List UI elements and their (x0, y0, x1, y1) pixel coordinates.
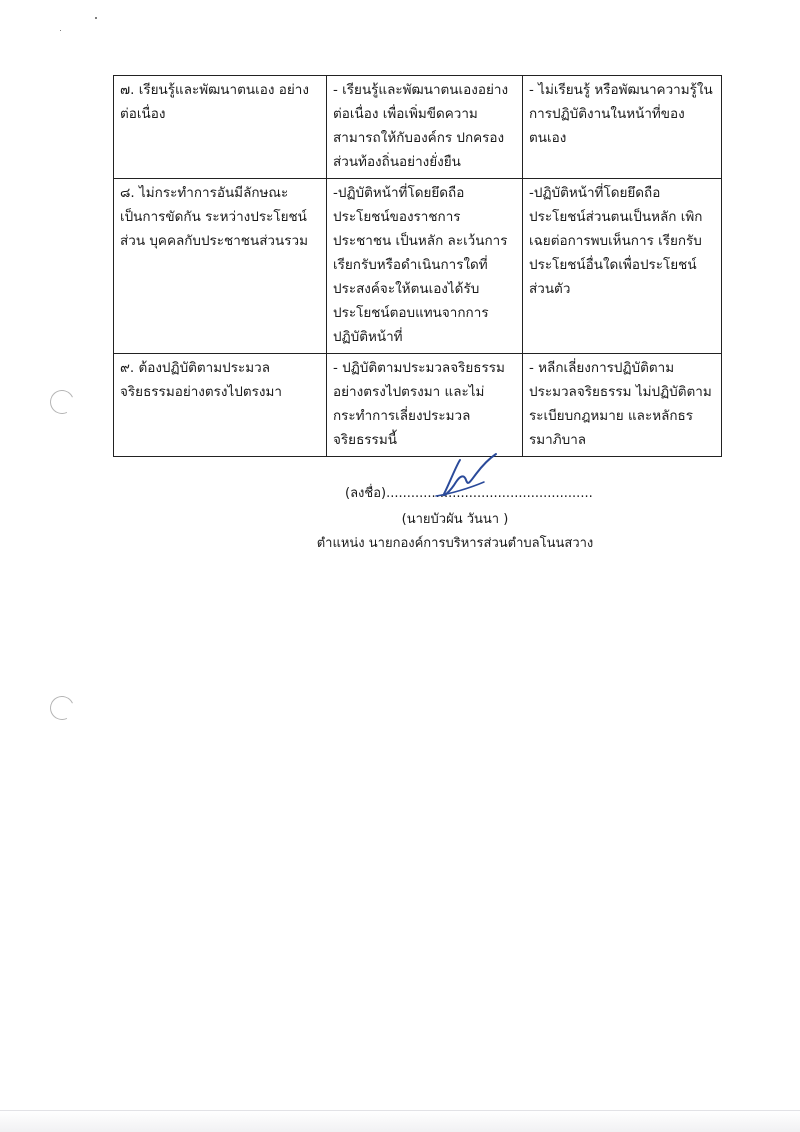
handwritten-signature (430, 452, 520, 502)
table-row (114, 179, 722, 354)
standard-cell: ๗. เรียนรู้และพัฒนาตนเอง อย่างต่อเนื่อง (114, 76, 327, 179)
signer-name: (นายบัวผัน วันนา ) (401, 512, 509, 527)
table-row (114, 76, 722, 179)
scan-bottom-edge (0, 1110, 800, 1132)
standard-cell: ๘. ไม่กระทำการอันมีลักษณะเป็นการขัดกัน ระหว่างประโยชน์ส่วน บุคคลกับประชาชนส่วนรวม (114, 179, 327, 354)
sign-dots: .................................................. (386, 486, 593, 501)
desired-behavior-cell: - เรียนรู้และพัฒนาตนเองอย่างต่อเนื่อง เพื่อเพิ่มขีดความสามารถให้กับองค์กร ปกครองส่วนท้องถิ่นอย่างยั่งยืน (327, 76, 523, 179)
binder-hole (47, 693, 78, 724)
undesired-behavior-cell: -ปฏิบัติหน้าที่โดยยึดถือประโยชน์ส่วนตนเป็นหลัก เพิกเฉยต่อการพบเห็นการ เรียกรับประโยชน์อื่นใดเพื่อประโยชน์ ส่วนตัว (523, 179, 722, 354)
desired-behavior-cell: -ปฏิบัติหน้าที่โดยยึดถือประโยชน์ของราชการ ประชาชน เป็นหลัก ละเว้นการเรียกรับหรือดำเนินการใดที่ประสงค์จะให้ตนเองได้รับประโยชน์ตอบแทนจากการปฏิบัติหน้าที่ (327, 179, 523, 354)
standard-cell: ๙. ต้องปฏิบัติตามประมวลจริยธรรมอย่างตรงไปตรงมา (114, 354, 327, 457)
ethics-table (113, 75, 722, 457)
undesired-behavior-cell: - ไม่เรียนรู้ หรือพัฒนาความรู้ในการปฏิบัติงานในหน้าที่ของตนเอง (523, 76, 722, 179)
scan-speck (60, 30, 61, 31)
binder-hole (47, 387, 78, 418)
undesired-behavior-cell: - หลีกเลี่ยงการปฏิบัติตามประมวลจริยธรรม ไม่ปฏิบัติตามระเบียบกฎหมาย และหลักธรรมาภิบาล (523, 354, 722, 457)
desired-behavior-cell: - ปฏิบัติตามประมวลจริยธรรมอย่างตรงไปตรงมา และไม่กระทำการเลี่ยงประมวลจริยธรรมนี้ (327, 354, 523, 457)
signer-position: ตำแหน่ง นายกองค์การบริหารส่วนตำบลโนนสวาง (316, 536, 594, 551)
scan-speck (95, 17, 97, 19)
table-row (114, 354, 722, 457)
sign-label: (ลงชื่อ) (345, 486, 387, 501)
